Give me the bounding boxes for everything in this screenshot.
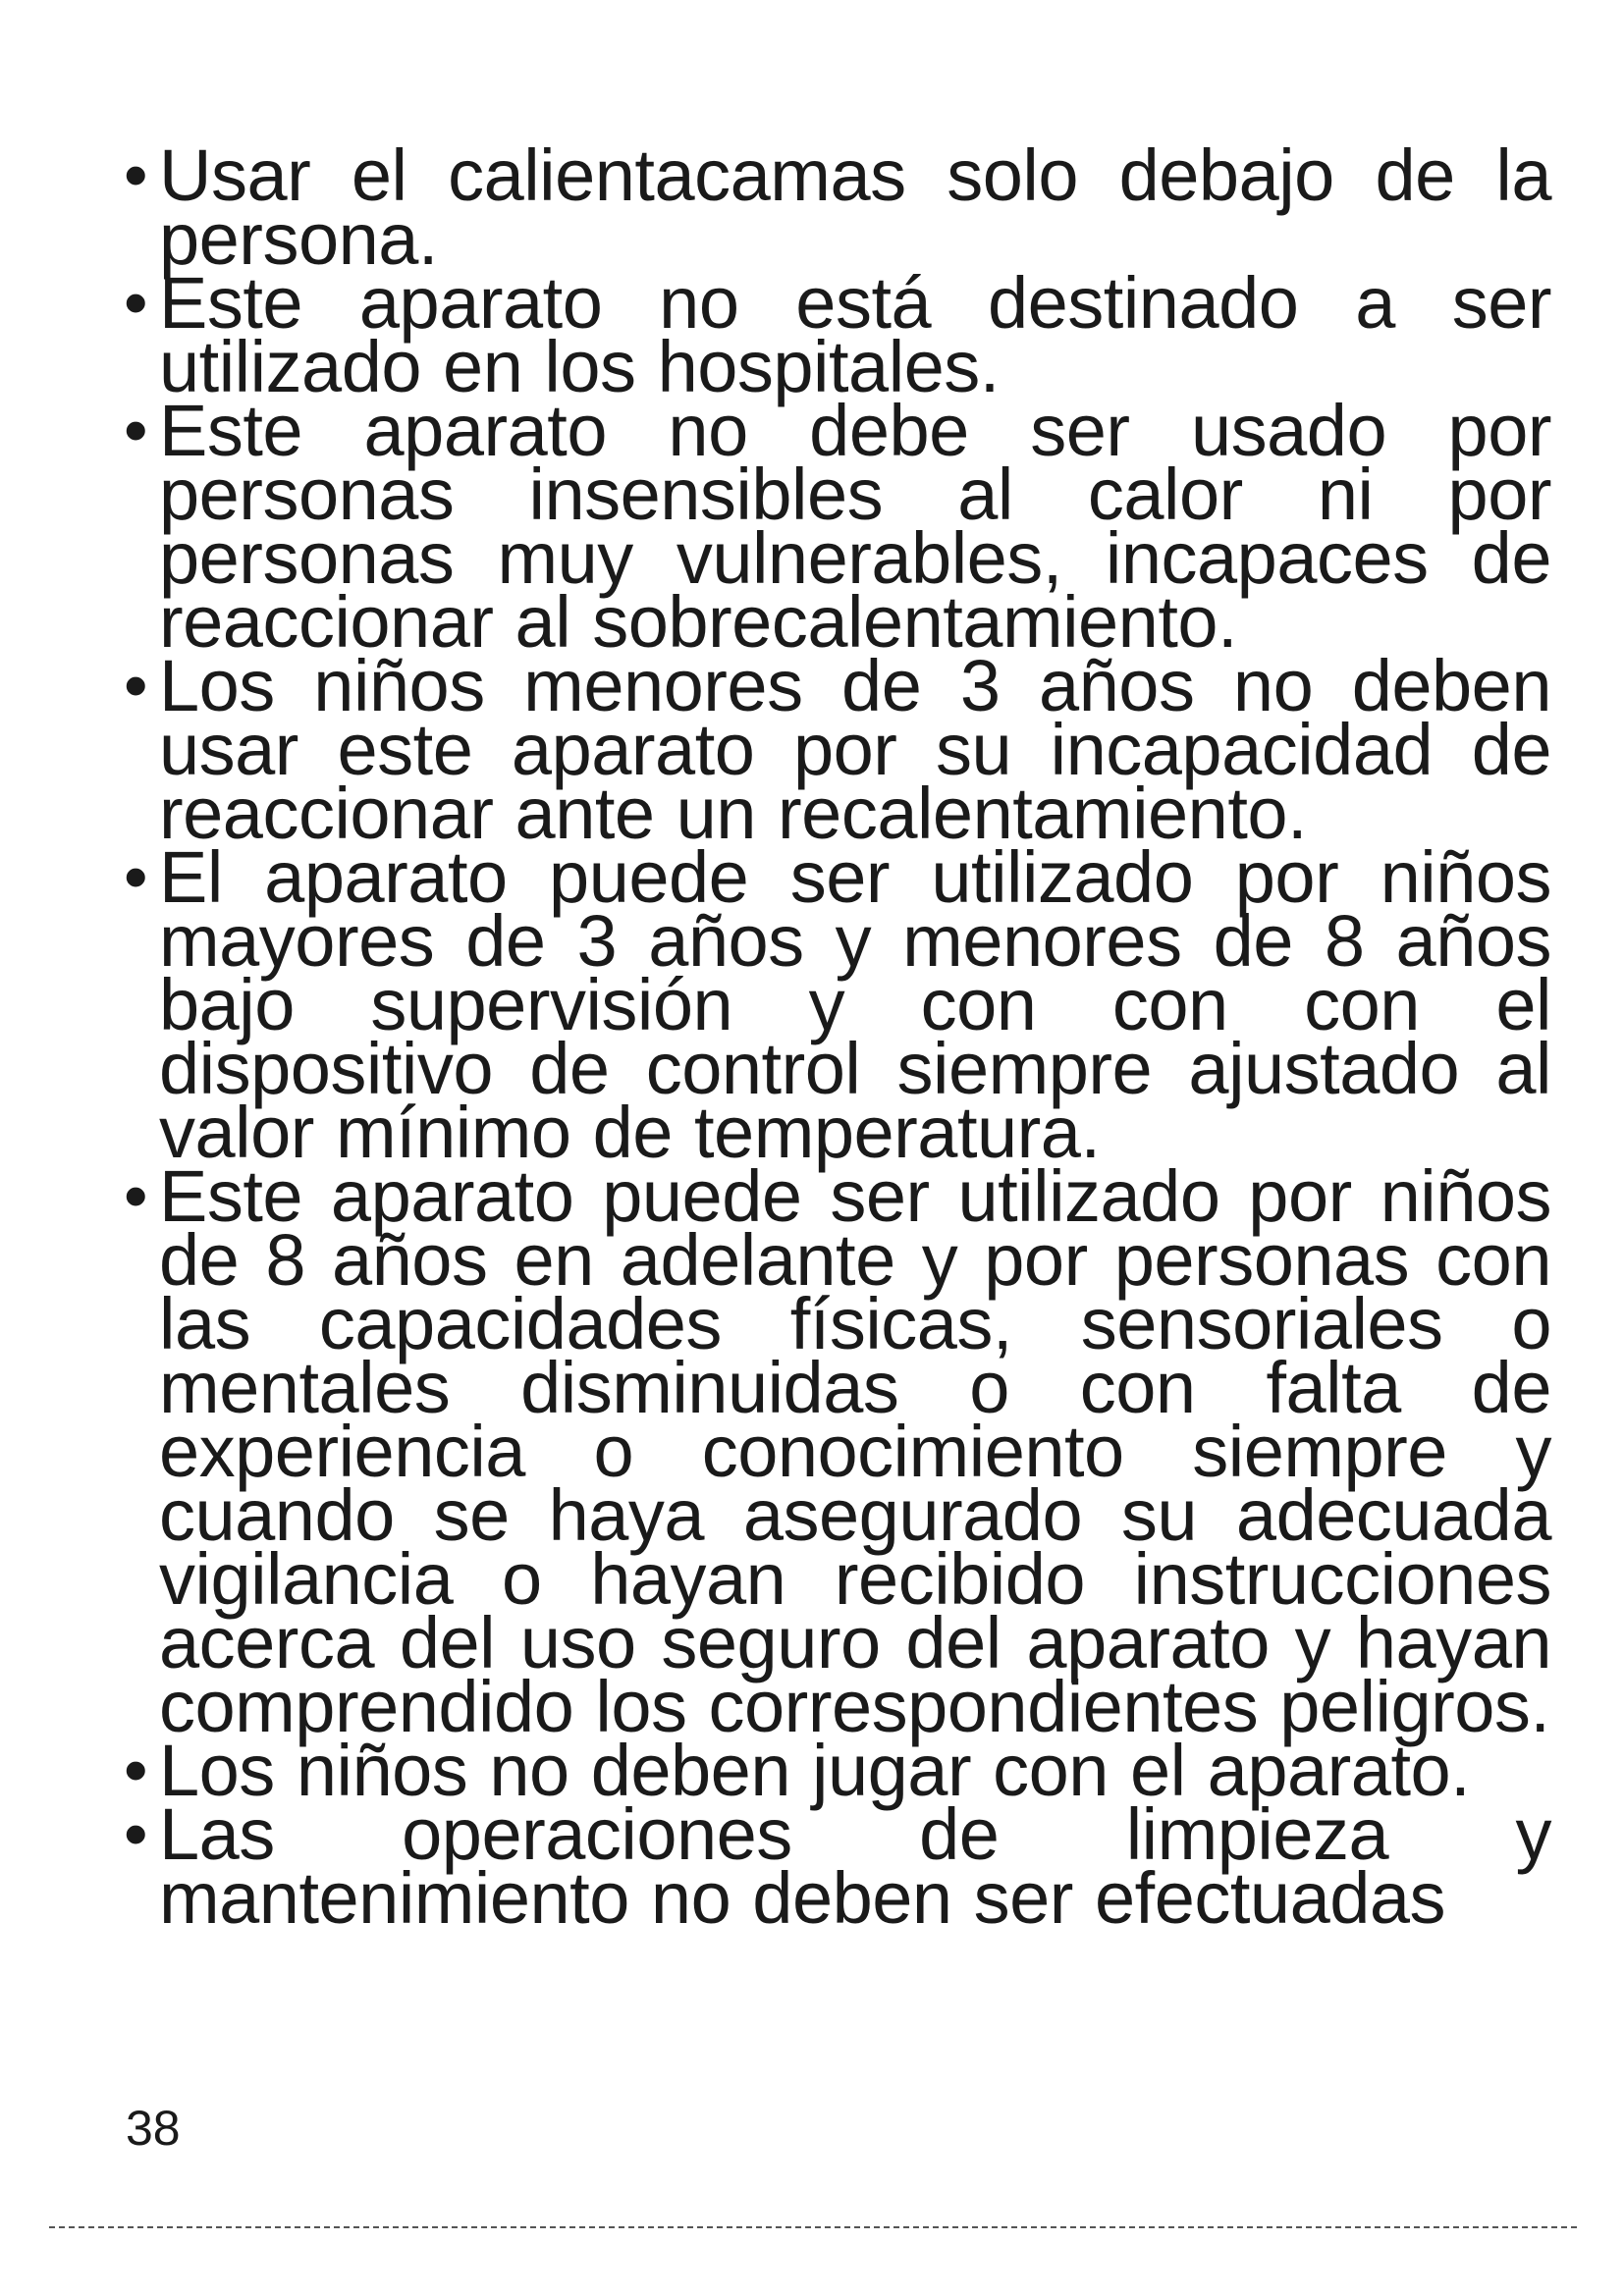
bullet-icon: • bbox=[124, 838, 148, 915]
list-item bbox=[116, 1155, 1551, 1747]
list-item-text: Las operaciones de limpieza y mantenimiento no deben ser efectuadas bbox=[159, 1793, 1551, 1939]
list-item-text: Este aparato no debe ser usado por personas insensibles al calor ni por personas muy vulnerables, incapaces de reaccionar al sobrecalentamiento. bbox=[159, 390, 1551, 663]
list-item-text: Este aparato no está destinado a ser utilizado en los hospitales. bbox=[159, 262, 1551, 407]
list-item-text: Usar el calientacamas solo debajo de la persona. bbox=[159, 134, 1551, 280]
bullet-icon: • bbox=[124, 136, 148, 213]
list-item-text: El aparato puede ser utilizado por niños mayores de 3 años y menores de 8 años bajo supervisión y con con con el dispositivo de control siempre ajustado al valor mínimo de temperatura. bbox=[159, 836, 1551, 1173]
page-number: 38 bbox=[126, 2101, 181, 2156]
list-item bbox=[116, 262, 1551, 407]
list-item bbox=[116, 836, 1551, 1173]
list-item-text: Los niños no deben jugar con el aparato. bbox=[159, 1730, 1471, 1811]
bullet-icon: • bbox=[124, 392, 148, 468]
bullet-icon: • bbox=[124, 647, 148, 723]
list-item bbox=[116, 390, 1551, 663]
list-item-text: Los niños menores de 3 años no deben usar este aparato por su incapacidad de reaccionar ante un recalentamiento. bbox=[159, 645, 1551, 854]
list-item bbox=[116, 645, 1551, 854]
bullet-icon: • bbox=[124, 1732, 148, 1808]
page-bottom-divider bbox=[49, 2226, 1577, 2228]
bullet-icon: • bbox=[124, 264, 148, 341]
list-item bbox=[116, 134, 1551, 280]
safety-instructions-list bbox=[116, 134, 1551, 1939]
bullet-icon: • bbox=[124, 1157, 148, 1234]
bullet-icon: • bbox=[124, 1795, 148, 1872]
list-item-text: Este aparato puede ser utilizado por niños de 8 años en adelante y por personas con las capacidades físicas, sensoriales o mentales disminuidas o con falta de experiencia o conocimiento siempre y cuando se haya asegurado su adecuada vigilancia o hayan recibido instrucciones acerca del uso seguro del aparato y hayan comprendido los correspondientes peligros. bbox=[159, 1155, 1551, 1747]
list-item bbox=[116, 1793, 1551, 1939]
